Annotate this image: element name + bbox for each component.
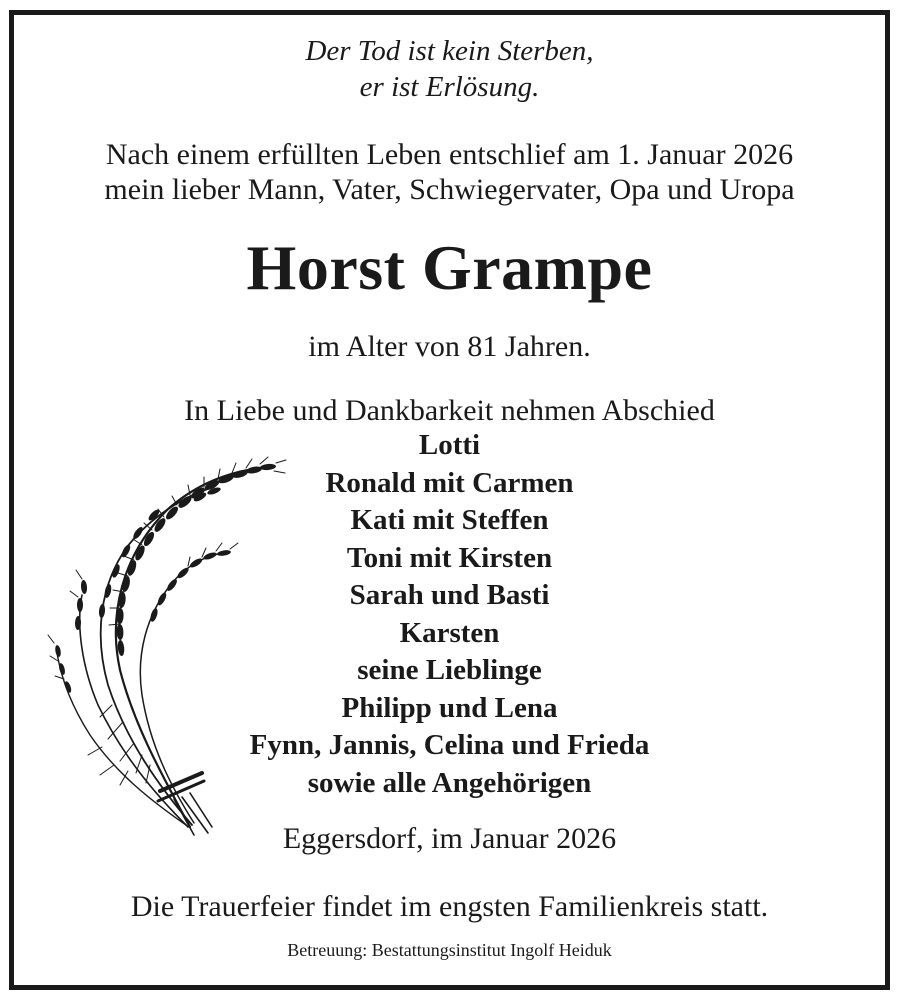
mourner-entry: Sarah und Basti xyxy=(349,579,550,611)
ceremony-note: Die Trauerfeier findet im engsten Familienkreis statt. xyxy=(130,890,769,923)
mourner-entry: Philipp und Lena xyxy=(341,691,558,724)
mourner-entry: sowie alle Angehörigen xyxy=(307,766,592,799)
deceased-name: Horst Grampe xyxy=(246,232,653,303)
mourner-entry: Ronald mit Carmen xyxy=(325,466,574,499)
mourner-entry: Toni mit Kirsten xyxy=(346,541,553,574)
mourner-entry: Kati mit Steffen xyxy=(350,504,549,536)
motto xyxy=(14,33,885,105)
intro-text xyxy=(14,137,885,207)
intro-line: Nach einem erfüllten Leben entschlief am 1. Januar 2026 xyxy=(105,138,794,171)
undertaker-credit: Betreuung: Bestattungsinstitut Ingolf Heiduk xyxy=(287,940,612,960)
wheat-sheaf-icon xyxy=(42,455,287,840)
place-date: Eggersdorf, im Januar 2026 xyxy=(282,822,617,855)
mourner-entry: Karsten xyxy=(399,616,500,649)
mourner-entry: Lotti xyxy=(418,429,481,461)
intro-line: mein lieber Mann, Vater, Schwiegervater, Opa und Uropa xyxy=(104,173,795,206)
mourner-entry: Fynn, Jannis, Celina und Frieda xyxy=(249,729,650,761)
farewell-line: In Liebe und Dankbarkeit nehmen Abschied xyxy=(184,394,715,427)
motto-line: Der Tod ist kein Sterben, xyxy=(305,35,594,67)
age-line: im Alter von 81 Jahren. xyxy=(308,330,591,363)
motto-line: er ist Erlösung. xyxy=(359,71,540,103)
mourner-entry: seine Lieblinge xyxy=(357,654,542,686)
obituary-frame xyxy=(9,10,890,990)
